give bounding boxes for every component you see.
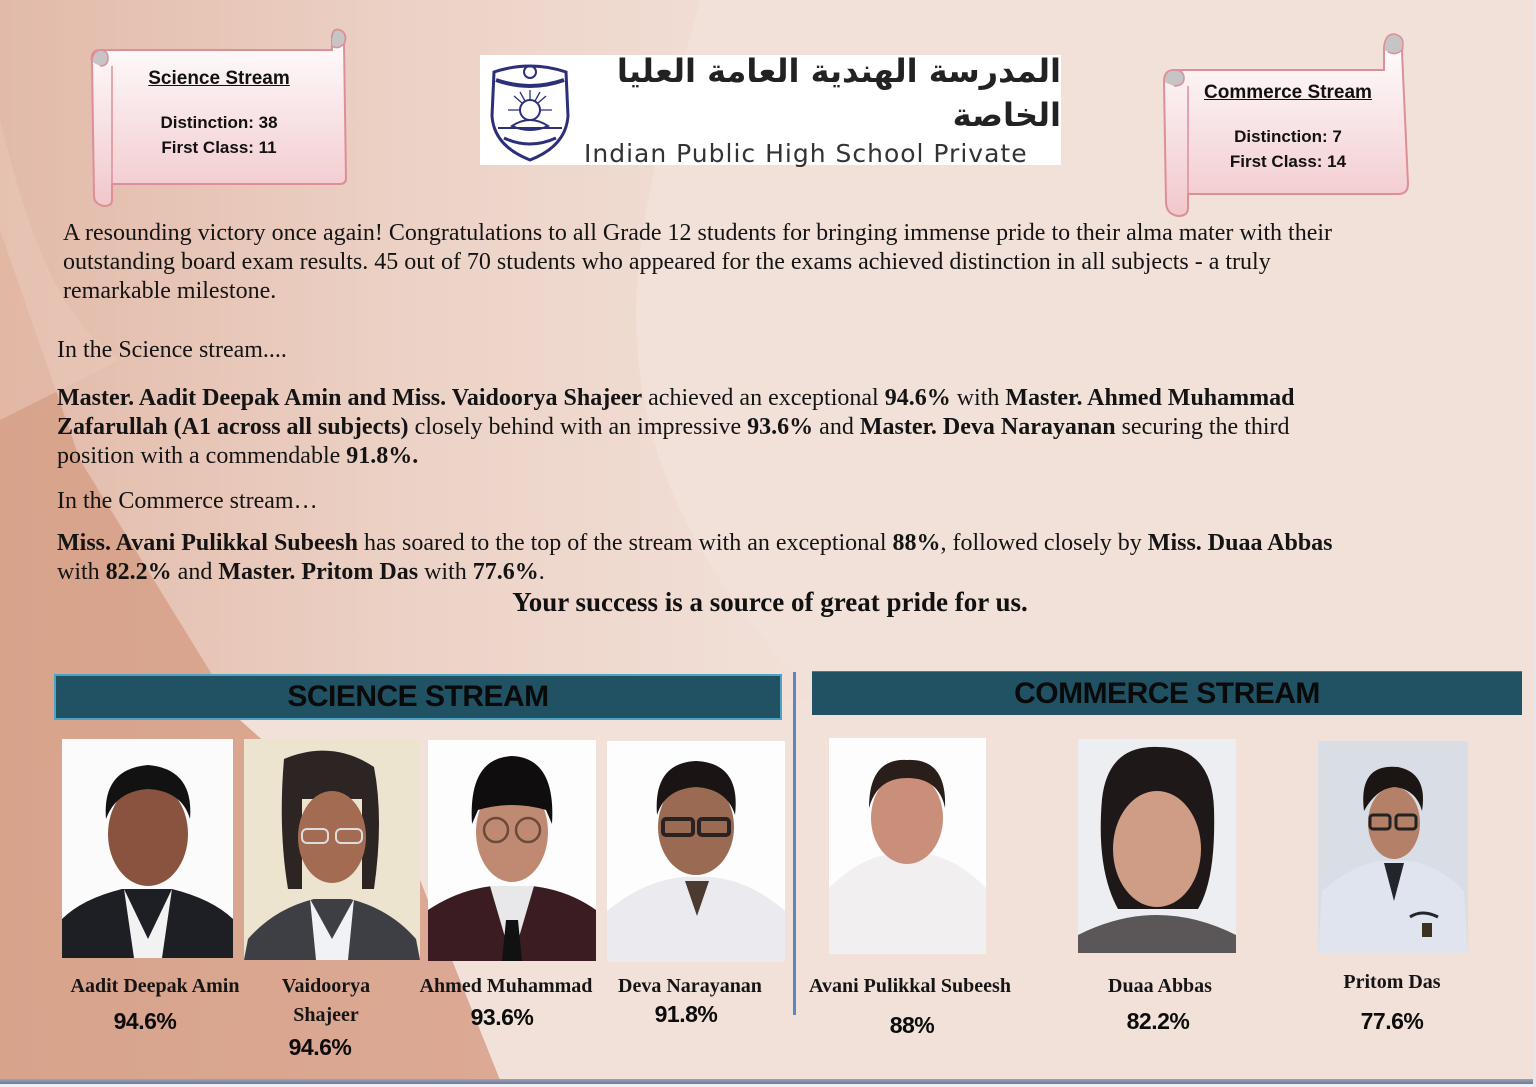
text-span: closely behind with an impressive	[408, 414, 748, 440]
portrait-icon	[1318, 741, 1468, 953]
student-percent-pritom: 77.6%	[1360, 1008, 1424, 1034]
student-photo-duaa	[1078, 739, 1236, 953]
score: 94.6%	[884, 385, 951, 411]
student-name-vaidoorya	[256, 972, 396, 1030]
intro-line: outstanding board exam results. 45 out of 70 students who appeared for the exams achieved distinction in all subjects - a truly	[63, 249, 1271, 275]
student-photo-deva	[607, 741, 785, 962]
student-name: Miss. Duaa Abbas	[1147, 530, 1333, 556]
portrait-icon	[1078, 739, 1236, 953]
student-name: Miss. Avani Pulikkal Subeesh	[57, 530, 358, 556]
student-name: Master. Deva Narayanan	[859, 414, 1116, 440]
commerce-stream-heading: In the Commerce stream…	[57, 488, 318, 514]
school-name-arabic: المدرسة الهندية العامة العليا الخاصة	[616, 52, 1061, 134]
text-span: position with a commendable	[57, 443, 347, 469]
text-span: .	[538, 559, 545, 585]
portrait-icon	[428, 740, 596, 961]
text-span: , followed closely by	[940, 530, 1148, 556]
commerce-stats-title: Commerce Stream	[1204, 82, 1372, 103]
score: 91.8%.	[346, 443, 419, 469]
student-name: Zafarullah (A1 across all subjects)	[57, 414, 409, 440]
text-span: has soared to the top of the stream with an exceptional	[357, 530, 893, 556]
portrait-icon	[607, 741, 785, 962]
student-percent-aadit: 94.6%	[113, 1008, 177, 1034]
score: 82.2%	[105, 559, 172, 585]
student-name-aadit: Aadit Deepak Amin	[70, 975, 240, 997]
school-crest-icon	[484, 58, 576, 162]
text-span: with	[57, 559, 106, 585]
science-toppers-names: Master. Aadit Deepak Amin and Miss. Vaidoorya Shajeer	[57, 385, 643, 411]
science-stream-heading: In the Science stream....	[57, 337, 287, 363]
student-name-deva: Deva Narayanan	[618, 975, 762, 997]
portrait-icon	[244, 739, 420, 960]
score: 93.6%	[747, 414, 814, 440]
portrait-icon	[829, 738, 986, 954]
intro-line: remarkable milestone.	[63, 278, 277, 304]
text-span: with	[950, 385, 1006, 411]
student-percent-deva: 91.8%	[654, 1001, 718, 1027]
student-percent-duaa: 82.2%	[1126, 1008, 1190, 1034]
intro-line: A resounding victory once again! Congratulations to all Grade 12 students for bringing immense pride to their alma mater with their	[63, 220, 1333, 246]
student-photo-pritom	[1318, 741, 1468, 953]
student-photo-avani	[829, 738, 986, 954]
student-photo-ahmed	[428, 740, 596, 961]
text-span: achieved an exceptional	[642, 385, 885, 411]
student-name-duaa: Duaa Abbas	[1108, 975, 1212, 997]
section-divider	[793, 672, 796, 1015]
commerce-distinction: Distinction: 7	[1234, 127, 1342, 146]
student-name: Master. Ahmed Muhammad	[1005, 385, 1295, 411]
text-span: securing the third	[1115, 414, 1290, 440]
school-name-english: Indian Public High School Private	[584, 139, 1028, 168]
student-name: Master. Pritom Das	[218, 559, 419, 585]
intro-paragraph	[63, 219, 1443, 306]
score: 88%	[892, 530, 941, 556]
name-line: Vaidoorya	[281, 975, 371, 997]
student-percent-vaidoorya: 94.6%	[288, 1034, 352, 1060]
commerce-stream-band: COMMERCE STREAM	[812, 671, 1522, 715]
commerce-first-class: First Class: 14	[1229, 152, 1347, 171]
science-distinction: Distinction: 38	[160, 113, 278, 132]
student-percent-ahmed: 93.6%	[470, 1004, 534, 1030]
student-percent-avani: 88%	[889, 1012, 935, 1038]
student-photo-vaidoorya	[244, 739, 420, 960]
student-photo-aadit	[62, 739, 233, 958]
score: 77.6%	[472, 559, 539, 585]
science-stats-scroll	[88, 28, 350, 206]
text-span: and	[813, 414, 860, 440]
science-first-class: First Class: 11	[161, 138, 277, 157]
science-stats-title: Science Stream	[148, 68, 290, 89]
commerce-stats-scroll	[1162, 30, 1414, 216]
school-logo	[480, 52, 1061, 168]
student-name-pritom: Pritom Das	[1343, 971, 1441, 993]
student-name-ahmed: Ahmed Muhammad	[419, 975, 593, 997]
commerce-stream-paragraph	[57, 529, 1437, 587]
science-stream-band: SCIENCE STREAM	[54, 674, 782, 720]
motto-text: Your success is a source of great pride for us.	[512, 587, 1028, 617]
text-span: with	[418, 559, 473, 585]
student-name-avani: Avani Pulikkal Subeesh	[809, 975, 1011, 997]
portrait-icon	[62, 739, 233, 958]
name-line: Shajeer	[293, 1004, 359, 1026]
science-stream-paragraph	[57, 384, 1437, 471]
text-span: and	[171, 559, 219, 585]
